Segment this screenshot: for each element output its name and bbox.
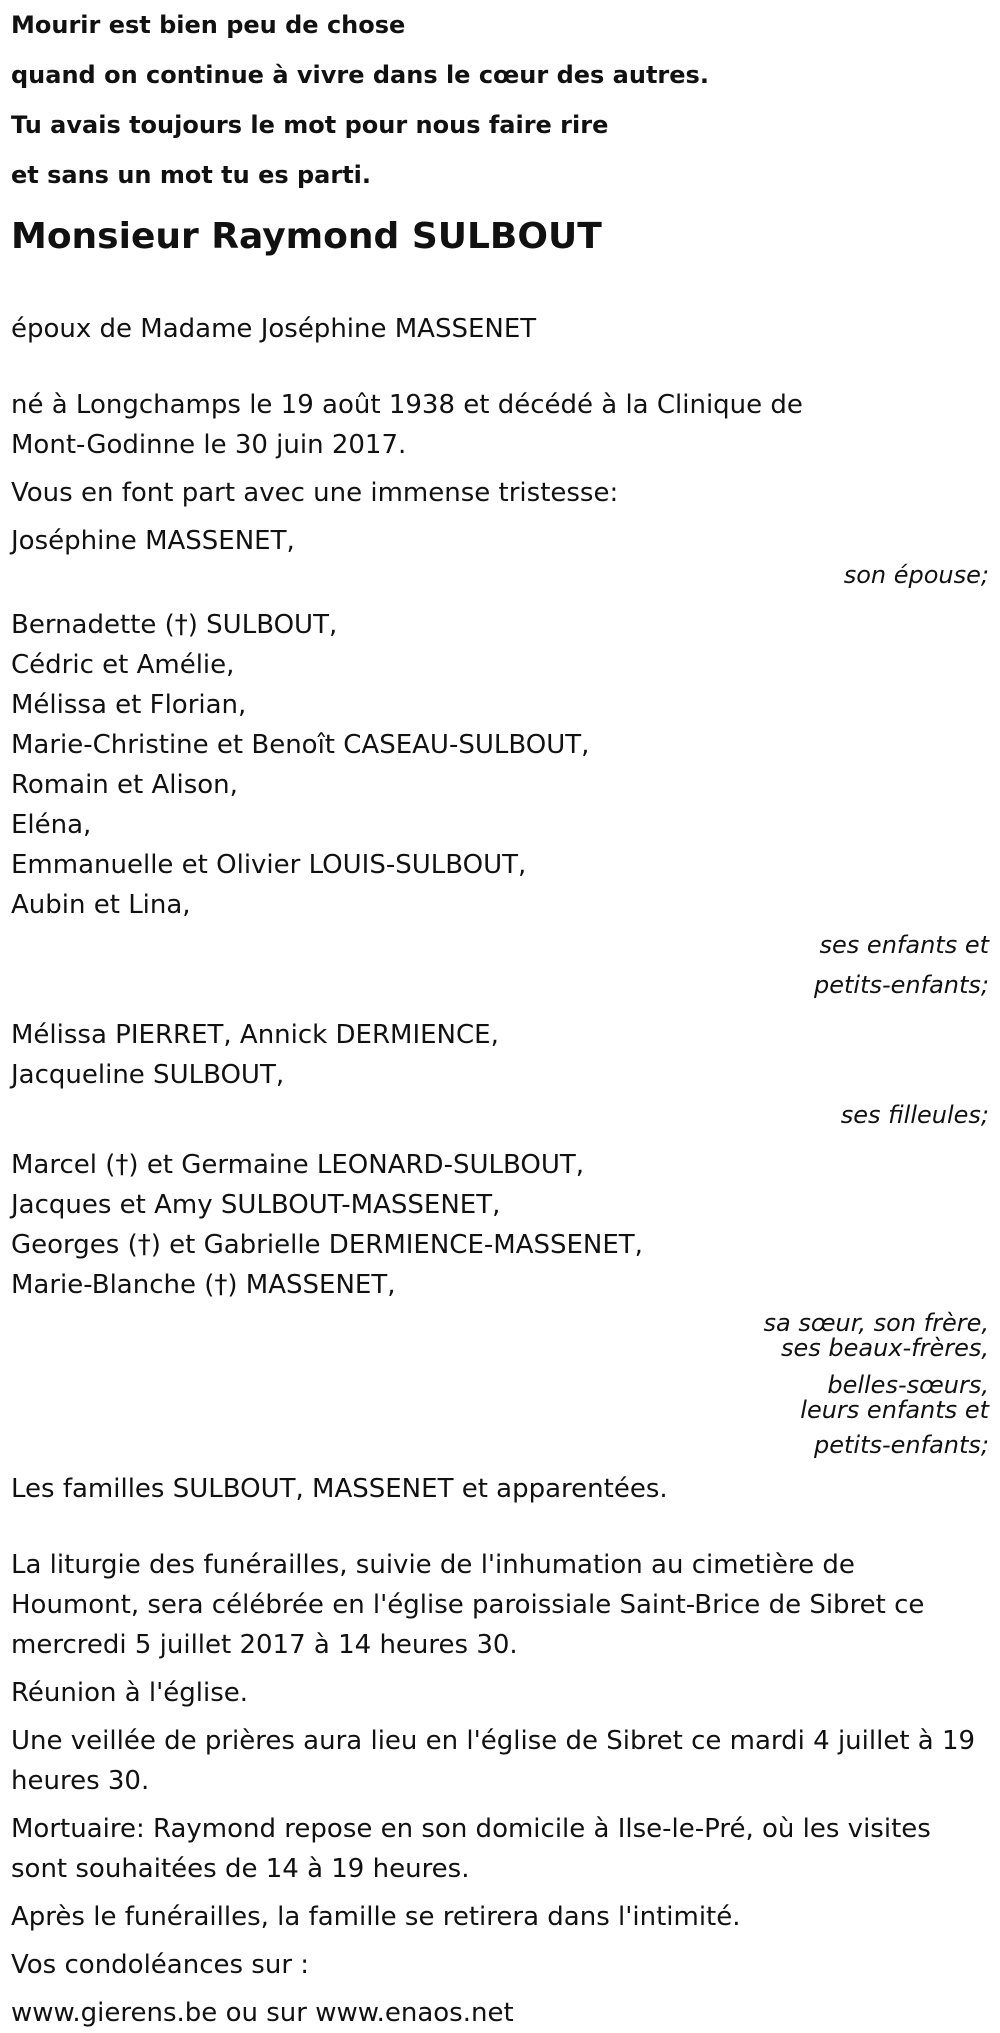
family-group-children: [11, 605, 989, 1005]
family-name: Mélissa et Florian,: [11, 690, 247, 720]
family-name: Mélissa PIERRET, Annick DERMIENCE,: [11, 1020, 499, 1050]
funeral-line: mercredi 5 juillet 2017 à 14 heures 30.: [11, 1630, 518, 1660]
birth-death-line: Mont-Godinne le 30 juin 2017.: [11, 430, 407, 460]
mortuary-line: sont souhaitées de 14 à 19 heures.: [11, 1854, 470, 1884]
relation-label: belles-sœurs,: [827, 1371, 989, 1399]
family-name: Cédric et Amélie,: [11, 650, 235, 680]
mortuary-info: [11, 1809, 989, 1889]
deceased-name: Monsieur Raymond SULBOUT: [11, 216, 602, 257]
funeral-line: Houmont, sera célébrée en l'église paroissiale Saint-Brice de Sibret ce: [11, 1590, 925, 1620]
relation-label: sa sœur, son frère,: [763, 1309, 989, 1337]
relation-label: petits-enfants;: [814, 1431, 989, 1459]
family-name: Romain et Alison,: [11, 770, 238, 800]
opening-quote: [11, 0, 989, 200]
relation-label: ses filleules;: [840, 1101, 989, 1129]
relation-label: leurs enfants et: [800, 1396, 989, 1424]
family-name: Joséphine MASSENET,: [11, 526, 295, 556]
family-name: Bernadette (†) SULBOUT,: [11, 610, 338, 640]
relation-label: son épouse;: [843, 561, 989, 589]
funeral-info: [11, 1545, 989, 1665]
quote-line: Tu avais toujours le mot pour nous faire rire: [11, 111, 609, 139]
family-name: Marcel (†) et Germaine LEONARD-SULBOUT,: [11, 1150, 584, 1180]
family-name: Eléna,: [11, 810, 92, 840]
family-name: Jacqueline SULBOUT,: [11, 1060, 285, 1090]
family-name: Emmanuelle et Olivier LOUIS-SULBOUT,: [11, 850, 527, 880]
vigil-line: Une veillée de prières aura lieu en l'église de Sibret ce mardi 4 juillet à 19: [11, 1726, 976, 1756]
family-name: Marie-Christine et Benoît CASEAU-SULBOUT,: [11, 730, 590, 760]
families-line: Les familles SULBOUT, MASSENET et apparentées.: [11, 1474, 668, 1504]
relation-block: [11, 1311, 989, 1361]
vigil-line: heures 30.: [11, 1766, 150, 1796]
birth-death-info: [11, 385, 989, 465]
birth-death-line: né à Longchamps le 19 août 1938 et décédé à la Clinique de: [11, 390, 803, 420]
funeral-line: La liturgie des funérailles, suivie de l'inhumation au cimetière de: [11, 1550, 855, 1580]
quote-line: quand on continue à vivre dans le cœur des autres.: [11, 61, 709, 89]
condolences-sites: www.gierens.be ou sur www.enaos.net: [11, 1998, 514, 2028]
meeting-info: Réunion à l'église.: [11, 1678, 249, 1708]
family-name: Aubin et Lina,: [11, 890, 191, 920]
relation-label: petits-enfants;: [814, 971, 989, 999]
relation-block: [11, 1373, 989, 1423]
family-group-spouse: [11, 521, 989, 595]
obituary-notice: [11, 0, 989, 2033]
mortuary-line: Mortuaire: Raymond repose en son domicile à Ilse-le-Pré, où les visites: [11, 1814, 931, 1844]
family-name: Marie-Blanche (†) MASSENET,: [11, 1270, 396, 1300]
quote-line: Mourir est bien peu de chose: [11, 11, 406, 39]
family-group-siblings: [11, 1145, 989, 1465]
announcement-intro: Vous en font part avec une immense tristesse:: [11, 478, 619, 508]
family-name: Jacques et Amy SULBOUT-MASSENET,: [11, 1190, 501, 1220]
relation-label: ses beaux-frères,: [780, 1334, 989, 1362]
spouse-line: époux de Madame Joséphine MASSENET: [11, 314, 537, 344]
family-group-goddaughters: [11, 1015, 989, 1135]
family-name: Georges (†) et Gabrielle DERMIENCE-MASSENET,: [11, 1230, 643, 1260]
vigil-info: [11, 1721, 989, 1801]
condolences-label: Vos condoléances sur :: [11, 1950, 310, 1980]
relation-label: ses enfants et: [819, 931, 989, 959]
quote-line: et sans un mot tu es parti.: [11, 161, 372, 189]
after-funeral-info: Après le funérailles, la famille se retirera dans l'intimité.: [11, 1902, 741, 1932]
